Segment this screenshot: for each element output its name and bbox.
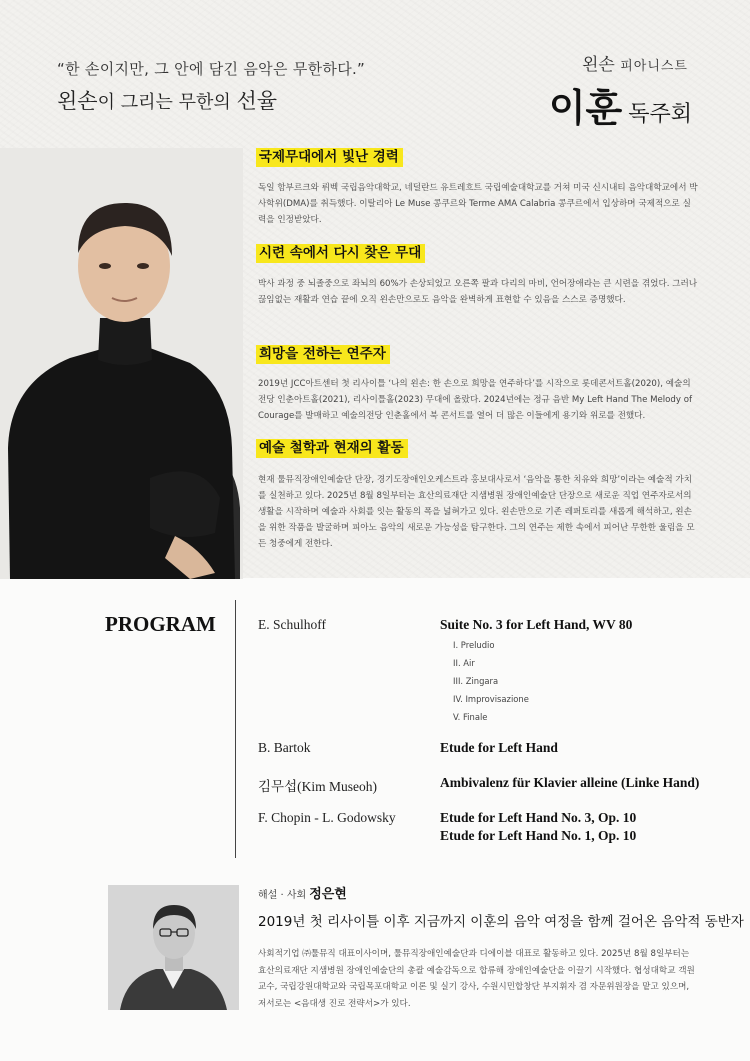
host-portrait-illustration bbox=[108, 885, 239, 1010]
tagline-quote: “한 손이지만, 그 안에 담긴 음악은 무한하다.” bbox=[57, 60, 366, 78]
pianist-portrait-illustration bbox=[0, 148, 243, 579]
title-suffix: 독주회 bbox=[628, 102, 692, 127]
performer-name: 이훈 bbox=[548, 86, 623, 130]
composer: F. Chopin - L. Godowsky bbox=[258, 810, 396, 825]
section-body: 독일 함부르크와 뤼벡 국립음악대학교, 네덜란드 유트레흐트 국립예술대학교를 거쳐 미국 신시내티 음악대학교에서 박사학위(DMA)를 취득했다. 이탈리아 Le Muse 콩쿠르와 Terme AMA Calabria 콩쿠르에서 입상하며 국제적으로 실력을 인정받았다. bbox=[258, 183, 698, 225]
headline-part-b: 이 그리는 무한의 bbox=[97, 92, 237, 113]
program-label: PROGRAM bbox=[105, 612, 216, 636]
subtitle-part-a: 왼손 bbox=[581, 55, 621, 75]
section-heading: 예술 철학과 현재의 활동 bbox=[256, 439, 408, 458]
host-role bbox=[258, 883, 347, 902]
host-role-label: 해설 · 사회 bbox=[258, 890, 307, 901]
host-name: 정은현 bbox=[309, 887, 347, 902]
section-body: 2019년 JCC아트센터 첫 리사이틀 ‘나의 왼손: 한 손으로 희망을 연주하다’를 시작으로 롯데콘서트홀(2020), 예술의전당 인춘아트홀(2021), 리사이틀홀(2023) 무대에 올랐다. 2024년에는 정규 음반 My Left Hand The Melody of Courage를 발매하고 예술의전당 인춘홀에서 북 콘서트를 열어 더 많은 이들에게 용기와 위로를 전했다. bbox=[258, 379, 692, 421]
section-heading: 시련 속에서 다시 찾은 무대 bbox=[256, 244, 425, 263]
program-divider bbox=[235, 600, 236, 858]
movement: II. Air bbox=[453, 658, 475, 668]
composer: B. Bartok bbox=[258, 740, 311, 755]
host-bio: 사회적기업 ㈜툴뮤직 대표이사이며, 툴뮤직장애인예술단과 디에이블 대표로 활동하고 있다. 2025년 8월 8일부터는 효산의료재단 지샘병원 장애인예술단의 총괄 예술감독으로 합류해 장애인예술단을 이끌기 시작했다. 협성대학교 객원교수, 국립강원대학교와 국립목포대학교 이론 및 실기 강사, 수원시민합창단 부지휘자 겸 자문위원장을 맡고 있으며, 저서로는 <음대생 진로 전략서>가 있다. bbox=[258, 949, 695, 1009]
work-title: Ambivalenz für Klavier alleine (Linke Hand) bbox=[440, 775, 700, 790]
section-philosophy bbox=[256, 436, 408, 456]
host-portrait-photo bbox=[108, 885, 239, 1010]
performer-subtitle bbox=[582, 50, 688, 75]
headline-part-a: 왼손 bbox=[57, 89, 98, 113]
section-body: 박사 과정 중 뇌졸중으로 좌뇌의 60%가 손상되었고 오른쪽 팔과 다리의 마비, 언어장애라는 큰 시련을 겪었다. 그러나 끊임없는 재활과 연습 끝에 오직 왼손만으로도 음악을 완벽하게 표현할 수 있음을 스스로 증명했다. bbox=[258, 279, 698, 305]
pianist-portrait-photo bbox=[0, 148, 243, 579]
composer: E. Schulhoff bbox=[258, 617, 326, 632]
section-body: 현재 툴뮤직장애인예술단 단장, 경기도장애인오케스트라 홍보대사로서 ‘음악을 통한 치유와 희망’이라는 예술적 가치를 실천하고 있다. 2025년 8월 8일부터는 효산의료재단 지샘병원 장애인예술단 단장으로 새로운 직업 연주자로서의 생활을 시작하며 예술과 사회를 잇는 활동의 폭을 넓혀가고 있다. 왼손만으로 기존 레퍼토리를 새롭게 해석하고, 왼손을 위한 작품을 발굴하며 피아노 음악의 새로운 가능성을 탐구한다. 그의 연주는 제한 속에서 피어난 무한한 울림을 모든 청중에게 전한다. bbox=[258, 475, 695, 549]
work-title: Etude for Left Hand bbox=[440, 740, 558, 755]
work-title: Suite No. 3 for Left Hand, WV 80 bbox=[440, 617, 633, 632]
section-trial bbox=[256, 241, 425, 261]
composer: 김무섭(Kim Museoh) bbox=[258, 779, 377, 794]
section-heading: 국제무대에서 빛난 경력 bbox=[256, 148, 403, 167]
headline bbox=[57, 85, 277, 115]
work-title: Etude for Left Hand No. 1, Op. 10 bbox=[440, 828, 637, 843]
movement: I. Preludio bbox=[453, 640, 495, 650]
subtitle-part-b: 피아니스트 bbox=[620, 59, 688, 74]
host-headline: 2019년 첫 리사이틀 이후 지금까지 이훈의 음악 여정을 함께 걸어온 음악적 동반자 bbox=[258, 914, 744, 930]
movement: V. Finale bbox=[453, 712, 488, 722]
headline-part-c: 선율 bbox=[236, 89, 278, 113]
recital-title bbox=[549, 77, 692, 132]
section-heading: 희망을 전하는 연주자 bbox=[256, 345, 390, 364]
movement: IV. Improvisazione bbox=[453, 694, 529, 704]
movement: III. Zingara bbox=[453, 676, 499, 686]
section-hope bbox=[256, 342, 390, 362]
work-title: Etude for Left Hand No. 3, Op. 10 bbox=[440, 810, 637, 825]
section-career bbox=[256, 145, 403, 165]
